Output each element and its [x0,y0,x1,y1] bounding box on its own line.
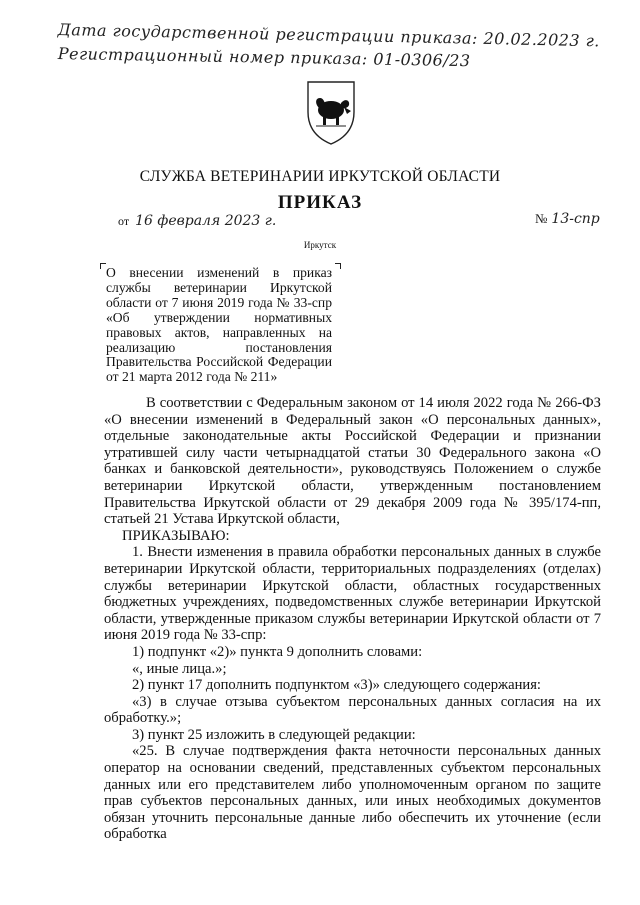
document-subject: О внесении изменений в приказ службы ветеринарии Иркутской области от 7 июня 2019 года № 33-спр «Об утверждении нормативных правовых актов, направленных на реализацию постановления Правительства Российской Федерации от 21 марта 2012 года № 211» [106,265,332,385]
order-word: ПРИКАЗЫВАЮ: [122,527,230,544]
subitem-1-paragraph: 1) подпункт «2)» пункта 9 дополнить словами: [132,643,423,660]
coat-of-arms-icon [303,78,359,146]
subitem-3-paragraph: 3) пункт 25 изложить в следующей редакции: [132,726,416,743]
subitem-2-paragraph: 2) пункт 17 дополнить подпунктом «3)» следующего содержания: [132,677,541,694]
document-date [118,213,276,229]
number-prefix: № [535,211,548,226]
subitem-3-text: «25. В случае подтверждения факта неточности персональных данных оператор на основании сведений, представленных субъектом персональных данных или его представителем либо уполномоченным органом по защите прав субъектов персональных данных, или иных необходимых документов обязан уточнить персональные данные либо обеспечить их уточнение (если обработка [104,743,601,843]
item-1-paragraph: 1. Внести изменения в правила обработки персональных данных в службе ветеринарии Иркутской области, территориальных подразделениях (отделах) службы ветеринарии Иркутской области, областных государственных бюджетных учреждениях, подведомственных службе ветеринарии Иркутской области, утвержденные приказом службы ветеринарии Иркутской области от 7 июня 2019 года № 33-спр: [104,544,601,644]
document-type: ПРИКАЗ [277,192,363,213]
subitem-1-text: «, иные лица.»; [132,660,227,677]
number-value: 13-спр [551,211,600,227]
agency-name: СЛУЖБА ВЕТЕРИНАРИИ ИРКУТСКОЙ ОБЛАСТИ [139,168,501,185]
document-body [104,395,601,843]
handwritten-registration-date: Дата государственной регистрации приказа: 20.02.2023 г. [57,20,601,51]
handwritten-registration-number: Регистрационный номер приказа: 01-0306/23 [57,44,471,71]
subject-bracket-right [335,263,341,269]
subitem-2-text: «3) в случае отзыва субъектом персональных данных согласия на их обработку.»; [104,693,601,727]
date-value: 16 февраля 2023 г. [135,213,277,229]
date-prefix: от [118,214,130,228]
document-number [535,211,600,227]
preamble-paragraph: В соответствии с Федеральным законом от 14 июля 2022 года № 266-ФЗ «О внесении изменений в Федеральный закон «О персональных данных», отдельные законодательные акты Российской Федерации и признании утратившей силу части четырнадцатой статьи 30 Федерального закона «О банках и банковской деятельности», руководствуясь Положением о службе ветеринарии Иркутской области, утвержденным постановлением Правительства Иркутской области от 29 декабря 2009 года № 395/174-пп, статьей 21 Устава Иркутской области, [104,395,601,528]
city-name: Иркутск [303,240,337,250]
